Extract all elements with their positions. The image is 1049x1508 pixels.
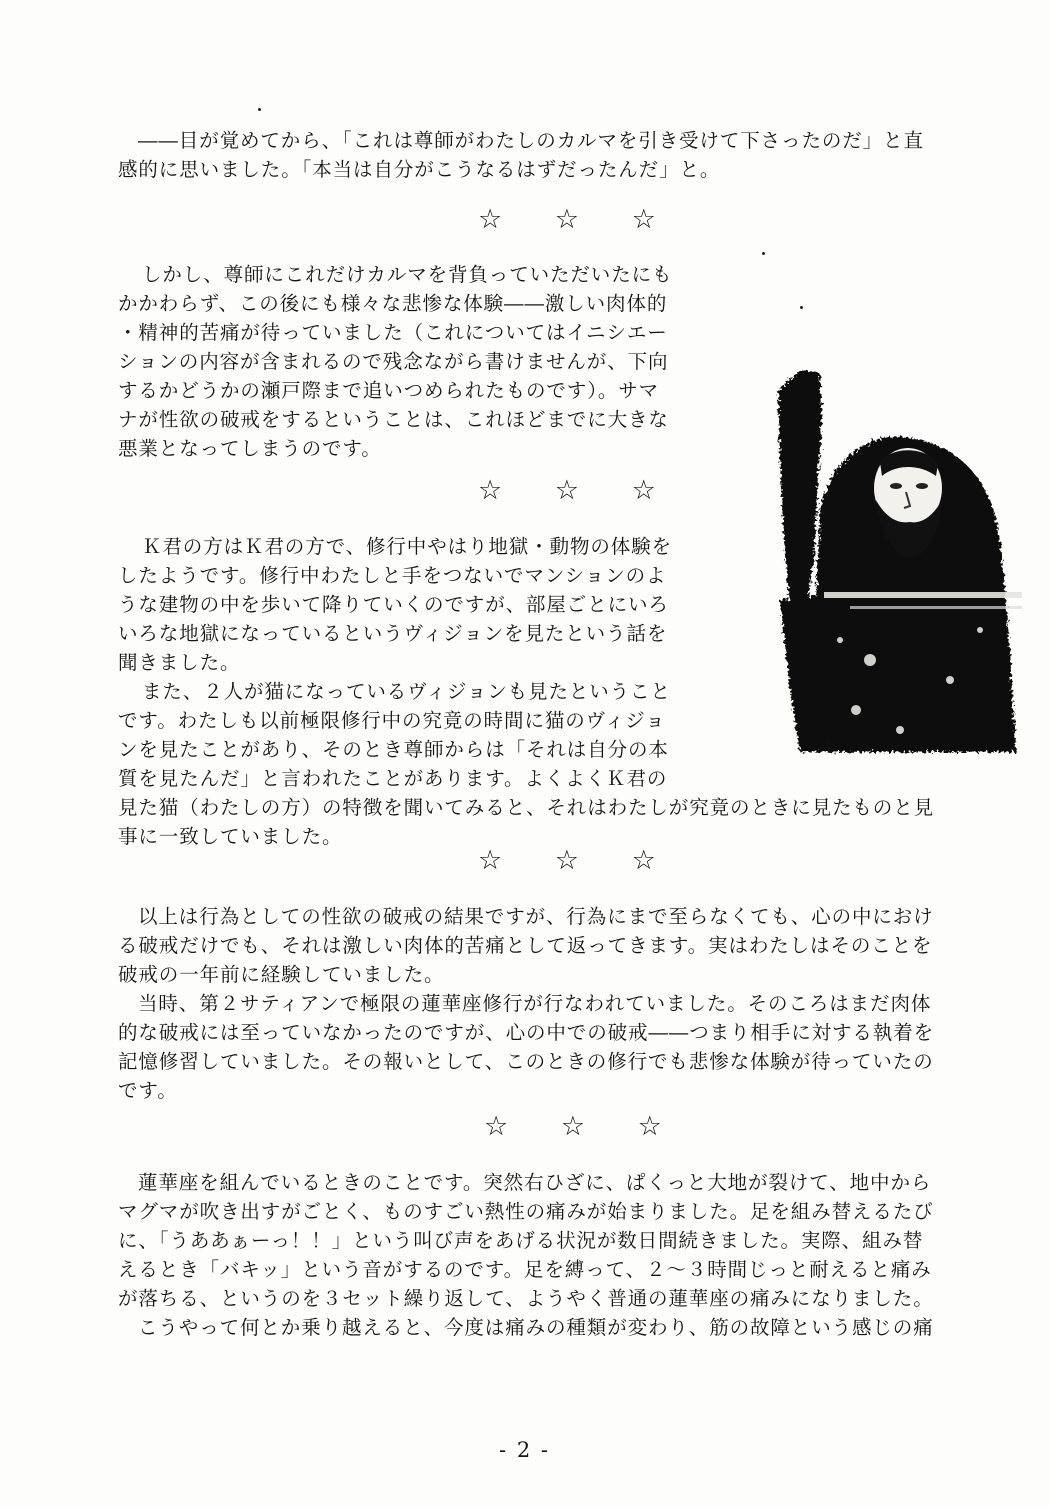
speck-mark [762,252,765,255]
section-divider: ☆ ☆ ☆ [478,845,678,876]
text-line: しかし、尊師にこれだけカルマを背負っていただいたにも [142,263,673,286]
text-line: ナが性欲の破戒をするということは、これほどまでに大きな [118,408,669,431]
text-line: 感的に思いました。「本当は自分がこうなるはずだったんだ」と。 [118,158,721,181]
text-line: が落ちる、というのを３セット繰り返して、ようやく普通の蓮華座の痛みになりました。 [118,1287,934,1310]
text-line: 的な破戒には至っていなかったのですが、心の中での破戒――つまり相手に対する執着を [118,1021,935,1044]
text-line: こうやって何とか乗り越えると、今度は痛みの種類が変わり、筋の故障という感じの痛 [138,1316,934,1339]
text-line: したようです。修行中わたしと手をつないでマンションのよ [118,564,667,587]
text-line: に、「うああぁーっ！！」という叫び声をあげる状況が数日間続きました。実際、組み替 [118,1229,924,1252]
text-line: 破戒の一年前に経験していました。 [118,963,445,986]
text-line: うな建物の中を歩いて降りていくのですが、部屋ごとにいろ [118,593,669,616]
text-line: です。 [118,1079,178,1102]
text-line: かかわらず、この後にも様々な悲惨な体験――激しい肉体的 [118,292,668,315]
text-line: ションの内容が含まれるので残念ながら書けませんが、下向 [118,350,669,373]
text-line: 事に一致していました。 [118,825,343,848]
text-line: る破戒だけでも、それは激しい肉体的苦痛として返ってきます。実はわたしはそのことを [118,934,933,957]
section-divider: ☆ ☆ ☆ [478,475,678,506]
text-line: 悪業となってしまうのです。 [118,437,382,460]
section-divider: ☆ ☆ ☆ [478,204,678,235]
text-line: いろな地獄になっているというヴィジョンを見たという話を [118,622,668,645]
text-line: 聞きました。 [118,651,241,674]
section-divider: ☆ ☆ ☆ [484,1111,684,1142]
text-line: するかどうかの瀬戸際まで追いつめられたものです）。サマ [118,379,660,402]
text-line: ――目が覚めてから、「これは尊師がわたしのカルマを引き受けて下さったのだ」と直 [138,129,924,152]
text-line: ・精神的苦痛が待っていました（これについてはイニシエー [118,321,668,344]
text-line: 記憶修習していました。その報いとして、このときの修行でも悲惨な体験が待っていたの [118,1050,934,1073]
page-number: - 2 - [499,1438,550,1462]
text-line: Ｋ君の方はＫ君の方で、修行中やはり地獄・動物の体験を [142,535,673,558]
text-line: 当時、第２サティアンで極限の蓮華座修行が行なわれていました。そのころはまだ肉体 [138,992,932,1015]
text-line: 質を見たんだ」と言われたことがあります。よくよくＫ君の [118,767,668,790]
text-line: また、２人が猫になっているヴィジョンも見たということ [142,680,671,703]
text-line: マグマが吹き出すがごとく、ものすごい熱性の痛みが始まりました。足を組み替えるたび [118,1200,934,1223]
speck-mark [258,108,261,111]
text-line: えるとき「バキッ」という音がするのです。足を縛って、２～３時間じっと耐えると痛み [118,1258,932,1281]
text-line: 以上は行為としての性欲の破戒の結果ですが、行為にまで至らなくても、心の中におけ [138,905,934,928]
speck-mark [800,306,803,309]
text-line: ンを見たことがあり、そのとき尊師からは「それは自分の本 [118,738,669,761]
text-line: 蓮華座を組んでいるときのことです。突然右ひざに、ぱくっと大地が裂けて、地中から [138,1171,932,1194]
text-line: です。わたしも以前極限修行中の究竟の時間に猫のヴィジョ [118,709,666,732]
photo [760,360,1022,756]
text-line: 見た猫（わたしの方）の特徴を聞いてみると、それはわたしが究竟のときに見たものと見 [118,796,935,819]
